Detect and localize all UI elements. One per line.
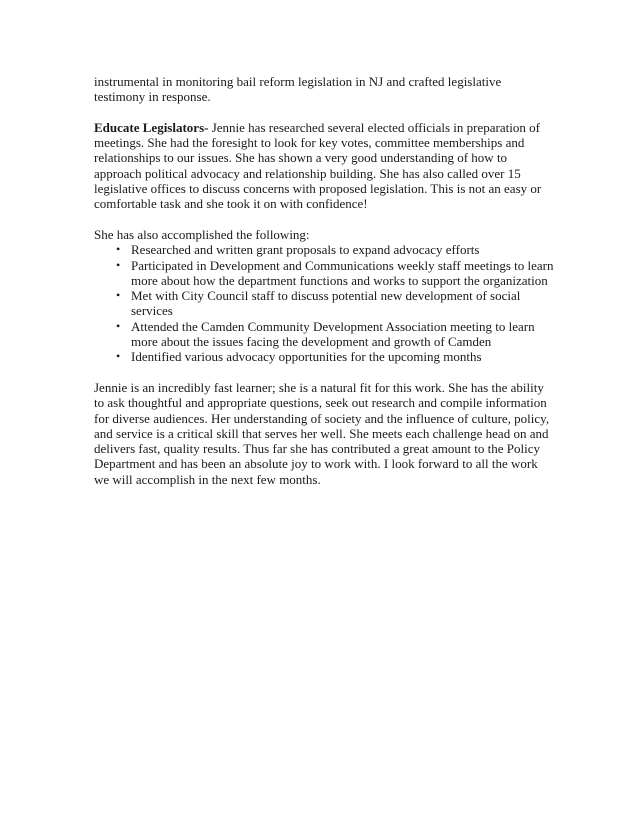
paragraph-text: Jennie has researched several elected officials in preparation of meetings. She had the foresight to look for key votes, committee memberships and relationships to our issues. She has shown a very good understanding of how to approach political advocacy and relationship building. She has also called over 15 legislative offices to discuss concerns with proposed legislation. This is not an easy or comfortable task and she took it on with confidence! xyxy=(94,119,542,212)
paragraph-educate-legislators xyxy=(94,120,554,212)
list-item-text: Identified various advocacy opportunities for the upcoming months xyxy=(131,349,482,365)
list-item-text: Participated in Development and Communications weekly staff meetings to learn more about how the department functions and works to support the organization xyxy=(131,257,554,288)
bullet-icon: • xyxy=(116,257,121,272)
paragraph-summary: Jennie is an incredibly fast learner; she is a natural fit for this work. She has the ability to ask thoughtful and appropriate questions, seek out research and compile information for diverse audiences. Her understanding of society and the influence of culture, policy, and service is a critical skill that serves her well. She meets each challenge head on and delivers fast, quality results. Thus far she has contributed a great amount to the Policy Department and has been an absolute joy to work with. I look forward to all the work we will accomplish in the next few months. xyxy=(94,379,550,487)
list-item-text: Researched and written grant proposals to expand advocacy efforts xyxy=(131,242,480,258)
accomplishments-list xyxy=(94,242,554,364)
bullet-icon: • xyxy=(116,318,121,333)
list-item xyxy=(94,319,554,350)
bullet-icon: • xyxy=(116,242,121,257)
list-item xyxy=(94,288,554,319)
document-body xyxy=(94,74,554,502)
list-item xyxy=(94,349,554,364)
list-intro: She has also accomplished the following: xyxy=(94,226,310,242)
bullet-icon: • xyxy=(116,349,121,364)
list-item xyxy=(94,258,554,289)
bullet-icon: • xyxy=(116,288,121,303)
paragraph-heading: Educate Legislators- xyxy=(94,119,209,135)
paragraph-bail-reform: instrumental in monitoring bail reform legislation in NJ and crafted legislative testimony in response. xyxy=(94,74,502,105)
list-item xyxy=(94,242,554,257)
list-item-text: Attended the Camden Community Development Association meeting to learn more about the issues facing the development and growth of Camden xyxy=(131,318,535,350)
list-item-text: Met with City Council staff to discuss potential new development of social services xyxy=(131,288,521,319)
